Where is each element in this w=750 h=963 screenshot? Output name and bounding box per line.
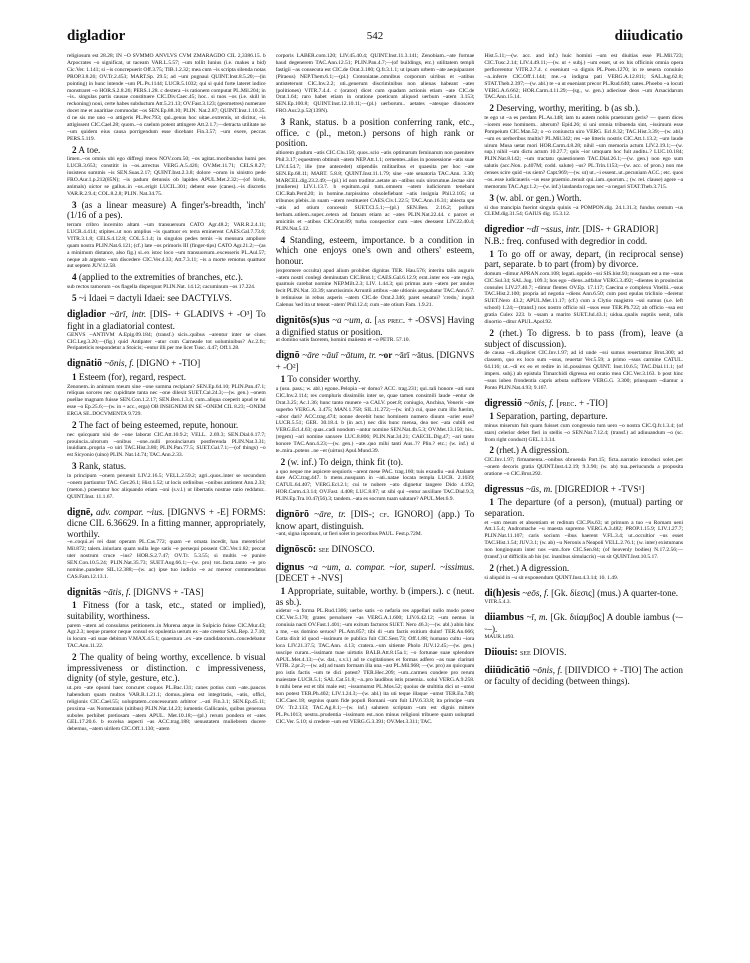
citations: (expromere occulta) apud alium prohibet dignitas TER. Hau.576; interitu talis auguris ~atem nostri conlegi deminutam CIC.Brut.1; CAES.Gal.6.12.9; erat..inter eos ~ate regia, quamuis carebat nomine NEP.Milt.2.3; LIV. 1.44.3; qui primus auro ~atem per anulos fecit PLIN.Nat. 33.39; sanctissimis Arruntii artibus ~ate ultionis aequabatur TAC.Ann.6.7. b retinuisse in rebus asperis ~atem CIC.de Orat.2.346; paret senatui? 'credo,' inquit Calenus 'sed ita ut teneat ~atem' Phil.12.4; cum ~ate otium Fam. 1.9.21. <box>275 267 475 309</box>
sense: 4 (applied to the extremities of branches, etc.). <box>72 272 243 283</box>
sense: 1 Appropriate, suitable, worthy. b (impers.). c (neut. as sb.). <box>275 585 475 607</box>
running-head-last-word: diiudicatio <box>614 28 683 44</box>
headword: dignē, <box>67 506 93 518</box>
forms: FORMS: dicne CIL 6.36629. <box>67 506 266 529</box>
entry-dignatio: dignātiō ~ōnis, f. [DIGNO + -TIO] 1 Esteem (for), regard, respect. Zenonem..in animum meum sine ~one summa recipiam? SEN.Ep.64.10; PLIN.Pan.47.1; reliquas sorores nec cupiditate tanta nec ~one dilexit SUET.Cal.24.3;—(w. gen.) ~onem puellae magnam fuisse SEN.Con.1.2.17; SEN.Ben.1.3.4; cum..aliqua coeperit apud te tui esse ~o Ep.25.6;—(w. in + acc., erga) OB INSIGNEM IN SE ~ONEM CIL 8.23; ~ONEM ERGA SE..DOCVMENTA 9.729. 2 The fact of being esteemed, repute, honour. nec quicquam nisi de ~one laborat CIC.Att.10.9.2; VELL. 2.69.3; SEN.Dial.6.17.7; prouincia..ulrorum ~onibus ~one..nulli prouinciarum postferenda PLIN.Nat.3.31; inuidiam..propria ~o uiri TAC.Hist.3.80; PLIN.Pan.77.5; SUET.Gal.7.1;—(of things) ~o est Sicyonio (uino) PLIN. Nat.14.74; TAC.Ann.2.33. 3 Rank, status. in principum ~onem peruenit LIV.2.16.5; VELL.2.59.2; agri..quos..inter se secundum ~onem partiuntur TAC. Ger.26.1; Hist.1.52; ut locis ordinibus ~onibus antistent Ann.2.33; (meton.) praestatur hoc aliquando etiam ~oni (s.v.l.) ut libertatis nostrae ratio reddatur.. QUINT.Inst. 11.1.67. <box>67 358 266 500</box>
sense: 2 The quality of being worthy, excellence. b visual impressiveness or distinction. c impressiveness, dignity (of style, gesture, etc.). <box>67 652 266 684</box>
citations: ~e..coqui..ei rei dant operam PL.Cas.772; quam ~e ornata incedit, hau meretricie! Mil.872; talem..iniuriam quam nulla lege satis ~e persequi possent CIC.Ver.1.82; peccat uter nostrum cruce ~ius? HOR.S.2.7.47; OV.Tr. 5.3.55; si multis ~e punire SEN.Con.10.5.24; PLIN.Nat.35.73; SUET.Aug.66.1;—(w. pro) tot..facta..tanto ~e pro nomine..pandere SIL.12.388;—(w. ac) ipse tuo iudicio ~e ac mereor commendatus CAS.Fam.12.13.1. <box>67 539 266 580</box>
sense: 2 (rhet.) A digression. <box>489 445 570 456</box>
dictionary-columns <box>67 53 683 953</box>
etymology: [DIGNVS + -E] <box>167 506 229 517</box>
citations: a quo neque me aspicere sequioris ~arent mese PAC. trag.160; tuis exaudiu ~aui Atalante dare ACC.trag.447. b mens..nusquam in ~ati..natae locata templa LUCR. 2.1039; CATUL.64.407; VERG.Ecl.2.1; cui te nubere ~ato dignetur tangere Dido 4.192; HOR.Carm.4.3.14; OV.Fast. 4.408; LUC.8.87; ut sibi qui ~entur auxiliare TAC.Dial.9.3; PLIN.Ep.Tra.10.47(56).3; tandem..~ata es socrum tuam salutare? APUL.Met.6.9. <box>275 468 475 503</box>
headword: dignus <box>275 561 305 573</box>
citations: si duo mancipia fuerint singula quinis ~a POMPON.dig. 24.1.31.3; fundus centum ~us CLEM.dig.31.54; GAIUS dig. 15.3.12. <box>484 204 684 218</box>
citations: uidetur ~a forma PL.Rud.1306; uerbo satis ~o nefaria res appellari nullo modo potest CIC.Ver.5.170; grates persoluere ~as VERG.A.1.600; LIV.6.42.12; ~um nemus in conuiuia nacti OV.Fast.1.401; ~um exitum facturos SUET. Nero 46.3;—(w. abl.) abin hinc a me, ~us domino seruos? PL.Am.857; tibi di ~um factis exitium duint! TER.An.666; Cotta dixit id quod ~issimum re publica fuit CIC.Sest.73; Off.1.88; humano cultu ~iora loca LIV.21.37.5; TAC.Ann. 4.13; cratera..~um sitiente Pholo JUV.12.45;—(w. gen.) suscipe curam..~issimam tuae uirtutis BALB.Att.8.15a.1; ~o fortunae suae splendore APUL.Met.4.13;—(w. dat., s.v.l.) ad te cogitationes et formas adfero ~as tuae claritati VITR. 2.pr.2;—(w. ad) ad tuam formam illa una ~ast PL.Mil.968; —(w. pro) an quicquam pro istis factis ~um te dici potest? TER.Hec.209; ~um..carmen condere pro rerum maiestate LUCR.5.1; SAL.Cat.51.8; ~a..pro laudibus istis praemia.. solui VERG.A.9.258. b mihi bene est et tibi male est; ~issumumst PL.Mos.52; quoius de stultitia dici ut ~umst non potest TER.Ph.402; LIV.1.24.3;—(w. abl.) ita uti teque illaque ~umst TER.Eu.748; CIC.Caec.18; segnius quam fide populi Romani ~um fuit LIV.6.33.8; ita principe ~um OV. Tr.2.133; TAC.Ag.8.1;—(w. inf.) salutem scriptam ~um est dignis mittere PL.Ps.1013; uestra..prudentia ~issimum est..non minus religioni tribuere quam uoluptati CIC.Ver. 5.10; si credere ~um est VERG.G.3.391; OV.Met.3.311; TAC. <box>275 608 475 725</box>
citations: ~ant, signa inponunt, ut fieri solet in pecoribus PAUL. Fest.p.72M. <box>275 531 422 538</box>
entry-dignitas: dignitās ~ātis, f. [DIGNVS + -TAS] 1 Fitness (for a task, etc., stated or implied), suitability, worthiness. parem ~atem ad consulatus petitionem..in Murena atque in Sulpicio fuisse CIC.Mur.43; Agr.2.3; neque praetor neque consul ex opulentia uerum ex ~ate creetur SAL.Rep. 2.7.10; in locum ~ati suae debitum V.MAX.4.5.1; quaestura ..ex ~ate candidatorum..concedebatur TAC.Ann.11.22. 2 The quality of being worthy, excellence. b visual impressiveness or distinction. c impressiveness, dignity (of style, gesture, etc.). ut..pro ~ate opsoni haec concuret coquos PL.Bac.131; canes potius cum ~ate..paucos habendum quam multos VAR.R.1.21.1; domus..plena est integritatis, ~atis, offici, religionis CIC.Cael.55; uoluptatem..concessuram arbitror ..~ati Fin.3.1; SEN.Ep.45.11; proxima ~as Nomentanis (uitibus) PLIN.Nat.14.23; iumentis Gallicanis, quibus generosa suboles perhibet pretiosam ~atem APUL. Met.10.18;—(pl.) rerum pondera et ~ates GEL.17.20.6. b excelsa aspecti ~as ACC.trag.188; uenustatem muliebrem ducere debemus, ~atem uirilem CIC.Off.1.130; ~atem <box>67 586 266 733</box>
definition: To know apart, distinguish. <box>275 509 475 531</box>
headword: diiūdicātiō <box>484 664 530 676</box>
citations: sub rectos ramorum ~os flagella dispergunt PLIN.Nat. 14.12; cacuminum ~os 17.224. <box>67 283 256 290</box>
cross-reference: see DINOSCO. <box>318 544 375 555</box>
etymology: [DIGNVS + -O²] <box>275 350 475 372</box>
sense: 2 The fact of being esteemed, repute, honour. <box>72 420 239 431</box>
running-head-first-word: digladior <box>67 28 126 44</box>
headword: dignātiō <box>67 358 103 370</box>
sense: 3 Rank, status. b a position conferring rank, etc., office. c (pl., meton.) persons of high rank or position. <box>275 117 475 149</box>
sense: 2 (w. inf.) To deign, think fit (to). <box>280 456 404 467</box>
citations: minus miserum fuit quam fuisset cum congressio tum uero ~o nostra CIC.Q.fr.1.3.4; (of stars) celerior debet fieri in stellis ~o SEN.Nat.7.12.4; (transf.) ad adiuuandum ~o (sc. from right conduct) GEL.1.3.14. <box>484 422 684 443</box>
entry-digredior: digredior ~dī ~ssus, intr. [DIS- + GRADIOR] N.B.: freq. confused with degredior in codd. 1 To go off or away, depart, (in reciprocal sense) part, separate. b to part (from) by divorce. domum ~dimur APRAN.com.108; legati..oppido ~ssi SIS.hist.93; nusquam est a me ~ssus CIC.Sul.34; SAL.Jug. 109.3; hos ego ~diens..adfabar VERG.3.492; ~dientes in prouincias consules LIV.27.40.7; ~dimur flentes OV.Ep. 17.117; Caecina e complexu Vitellii..~ssus TAC.Hist.2.100; propria ad negotia ~diens Ann.6.50; cum post epulas triclinio ~deretur SUET.Nero 43.2; APUL.Met.11.17; (cf.) cum a Clytio magistro ~ssi sumus (s.e. left school) 1.24;—(transf.) nos nostro officio nil ~ssos esse TER.Ph.722; ab officio ~ssa est gratia Culex 223. b ~ssam a marito SUET.Jul.43.1; uidua..qualis nuptiis uenit, talis diuortio ~ditur APUL.Apol.92. 2 (rhet.) To digress. b to pass (from), leave (a subject of discussion). de causa ~di..displicet CIC.Inv.1.97; ad id unde ~ssi sumus reuertamur Brut.300; ad classem, quo ex loco sum ~ssus, reuertar Ver.5.59; a primo ~ssus carmine CATUL. 64.116; ut..~di ex eo et redire in id..possimus QUINT. Inst.10.6.5; TAC.Dial.11.1; (of impers. subj.) ab epistula Timarchidi digressa est oratio mea CIC.Ver.3.163. b post hinc ~ssus iubeo frondentia capris arbuta sufficere VERG.G. 3.300; priusquam ~diamur a Ponto PLIN.Nat.4.93; 9.167. <box>484 224 684 391</box>
definition: In a fitting manner, appropriately, worthily. <box>67 518 266 539</box>
headword: di(h)esis <box>484 587 520 599</box>
usage-note: N.B.: freq. confused with degredior in codd. <box>484 235 648 246</box>
headword: diiambus <box>484 612 524 623</box>
entry-dignosco <box>276 544 475 556</box>
entry-diiudicatio: diiūdicātiō ~ōnis, f. [DIIVDICO + -TIO] The action or faculty of deciding (between things). <box>484 664 684 687</box>
headword: dignitōs(s)us <box>275 315 330 327</box>
sense: 5 ~i Idaei = dactyli Idaei: see DACTYLVS. <box>72 292 232 303</box>
etymology: [DIGNO + -TIO] <box>136 358 201 369</box>
citations: Zenonem..in animum meum sine ~one summa recipiam? SEN.Ep.64.10; PLIN.Pan.47.1; reliquas sorores nec cupiditate tanta nec ~one dilexit SUET.Cal.24.3;—(w. gen.) ~onem puellae magnam fuisse SEN.Con.1.2.17; SEN.Ben.1.3.4; cum..aliqua coeperit apud te tui esse ~o Ep.25.6;—(w. in + acc., erga) OB INSIGNEM IN SE ~ONEM CIL 8.23; ~ONEM ERGA SE..DOCVMENTA 9.729. <box>67 383 266 418</box>
citations: CIC.Inv.1.97; firmamenta..~onibus obruenda Part.15; ficta..narratio introduci solet..per ~onem decoris gratia QUINT.Inst.4.2.19; 9.3.90; (w. ab) tua..periucunda a proposita oratione ~o CIC.Brut.292. <box>484 457 684 477</box>
entry-digressus: digressus ~ūs, m. [DIGREDIOR + -TVS¹] 1 The departure (of a person), (mutual) parting or separation. et ~um meum et absentiam et reditum CIC.Pis.63; ut primum a tuo ~u Romam ueni Att.1.5.4; Andromache ~u maesta supremo VERG.A.3.482; PROP.1.15.9; LIV.1.27.7; PLIN.Nat.11.107; caris socium ~ibus haerent V.FL.3.4; ut..occultior ~us esset TAC.Hist.1.54; JUV.3.1; (w. ab) ~u Neronis a Neapoli VELL.2.76.1; (w. inter) existumans non longinquum inter nos ~um..fore CIC.Sen.84; (of heavenly bodies) N.17.2.56;—(transf.) ut difficilis ab his (sc. inanibus simulacris) ~us sit QUINT.Inst.10.5.17. 2 (rhet.) A digression. si aliquid in ~u sit exponendum QUINT.Inst.4.3.14; 10. 1.49. <box>484 483 684 581</box>
definition: (mus.) A quarter-tone. <box>597 587 679 598</box>
headword: dignōrō <box>275 509 310 521</box>
citations: altiorem gradum ~atis CIC.Clu.150; quos..scio ~atis optimarum feminarum non paenitere Phil.3.17; equestrem obtinuit ~atem NEP.Att.1.1; cernentes..alios in possessione ~atis suae LIV.4.54.7; ille (me antecedet) stipendiis militaribus et quaesita per hoc ~ate SEN.Ep.68.11; MART. 5.8.8; QUINT.Inst.11.1.79; sine ~ate senatoria TAC.Ann. 3.30; MARCEL.dig.23.2.49;—(pl.) id non traditur..aetate an ~atibus suis uirorumue..lectae sint (mulieres) LIV.1.13.7. b equitum..qui tum..omnem ~atem iudiciorum tenebant CIC.Rab.Perd.20; in homine..turpissimo obsolefiebant ~atis insignia Phil.2.105; ut tribunos plebis..in suam ~atem restitueret CAES.Civ.1.22.5; TAC.Ann.16.31; abiecta spe ~atis ad otium concessit SUET.Cl.5.1;—(pl.) SEN.Ben. 2.16.2; pollum herbam..utilem..super..cetera ad famam etiam ac ~ates PLIN.Nat.22.44. c parcet et amicitiis et ~atibus CIC.Orat.89; turba conspectior cum ~ates deessent LIV.22.40.4; PLIN.Nat.5.12. <box>275 149 475 232</box>
citations: in principum ~onem peruenit LIV.2.16.5; VELL.2.59.2; agri..quos..inter se secundum ~onem partiuntur TAC. Ger.26.1; Hist.1.52; ut locis ordinibus ~onibus antistent Ann.2.33; (meton.) praestatur hoc aliquando etiam ~oni (s.v.l.) ut libertatis nostrae ratio reddatur.. QUINT.Inst. 11.1.67. <box>67 472 266 500</box>
etymology: [Gk. διίαμβος] <box>550 612 605 622</box>
citations: VITR.5.4.3. <box>484 599 511 606</box>
etymology: [DIS- + GLADIVS + -O³] <box>149 309 253 320</box>
sense: 1 Esteem (for), regard, respect. <box>72 371 187 382</box>
sense: 1 To go off or away, depart, (in reciprocal sense) part, separate. b to part (from) by divorce. <box>484 248 683 270</box>
citations: de causa ~di..displicet CIC.Inv.1.97; ad id unde ~ssi sumus reuertamur Brut.300; ad classem, quo ex loco sum ~ssus, reuertar Ver.5.59; a primo ~ssus carmine CATUL. 64.116; ut..~di ex eo et redire in id..possimus QUINT. Inst.10.6.5; TAC.Dial.11.1; (of impers. subj.) ab epistula Timarchidi digressa est oratio mea CIC.Ver.3.163. b post hinc ~ssus iubeo frondentia capris arbuta sufficere VERG.G. 3.300; priusquam ~diamur a Ponto PLIN.Nat.4.93; 9.167. <box>484 350 684 391</box>
sense: 3 (as a linear measure) A finger's-breadth, 'inch' (1/16 of a pes). <box>67 199 266 221</box>
etymology: [DIS-; cf. IGNORO] <box>350 509 434 520</box>
citations: religiosum est 28.28; IN ~O SVMMO ANVLVS CVM ZMARAGDO CIL 2,3386.15. b Arpocrates ~o significat, ut taceam VAR.L.5.57; ~um tollit Iunius (i.e. makes a bid) Cic.Ver. 1.141; si ~is concrepuerit Off.3.75; TIB.1.2.32; mea cum ~is scripta silenda notas PROP.3.8.26; OV.Tr.2.453; MART.Sp. 29.5; ad ~um pugnaui QUINT.Inst.8.5.20;—(in pointing) in hunc intende ~um PL.Ps.1144; LUCR.5.1032; qui si quid forte lateret indice monstraret ~o HOR.S.2.8.26; PERS.1.28. c dextera ~is rationem computat PL.Mil.204; in ~is.. singulas partis causae constituere CIC.Div.Caec.45; hoc.. si tuos ~os (i.e. skill in reckoning) noui, certe habes subductum Att.5.21.13; OV.Fast.3.123; (geometres) numerare docet me et auaritiae commodat ~os SEN.Ep.88.10; PLIN. Nat.2.87; QUINT.Inst.1.10.35. d ne sis me uno ~o attigeris PL.Per.793; qui..genus hoc uitae..extremis, ut dicitur, ~is attigissent CIC.Cael.28; quom..~o caelum potent attingere Att.2.1.7;—detracta utilitate ne ~um quidem eius causa porrigendum esse dicebant Fin.3.57; ~um exere, peccas PERS.5.119. <box>67 53 266 142</box>
etymology: [DIIVDICO + -TIO] <box>564 664 642 675</box>
sense: 4 Standing, esteem, importance. b a condition in which one enjoys one's own and others' esteem, honour. <box>275 234 475 266</box>
headword: digladior <box>67 309 106 321</box>
citations: a (usu. pass.; w. abl.) egone..Pelopia ~er domo? ACC. trag.231; qui..tali honore ~ati sunt CIC.Inv.2.114; res compluris dissimilis inter se, quae tamen consimili laude ~entur de Orat.3.25; Ac.1.36; hunc tanto munere ~a CALV. poet.8; coniugio, Anchisa, Veneris ~ate superbo VERG.A. 3.475; MAN.1.758; SIL.11.272;—(w. inf.) cui, quae cum illo fuerim, ~abor dari? ACC.trag.474; nonne decebit hunc hominem numero diuum ~arier esse? LUCR.5.51; GER. 30.18.4. b (in act.) nec diis hunc mensa, dea nec ~ata cubili est VERG.Ecl.4.63; quas..cadi nondum ~antur nomine SEN.Nat.4b.5.3; OV.Met.13.150; bis..(regem) ~ari nomine sanxere LUC.8.806; PLIN.Nat.34.21; CAECIL.Dig.47; ~ari tanto honore TAC.Ann.4.23;—(w. gen.) ~ate..quo mihi tanti Aus..?? Plin.? etc.; (w. inf.) si te..mira..potens ..ne ~et (uirtus) Apul.Mund.39. <box>275 385 475 455</box>
sense: 3 Rank, status. <box>72 461 127 472</box>
sense: 1 To consider worthy. <box>280 374 361 385</box>
etymology: [DIGREDIOR + -TVS¹] <box>554 483 645 494</box>
citations: limen..~os omnis ubi ego diffregi meos NOV.com.50; ~os agitat..moribundus humi pes LUCR.3.653; constitit in ~os..arrectus VERG.A.5.426; OV.Met.11.71; CELS.8.27; insistens summis ~is SEN.Suas.2.17; QUINT.Inst.2.3.8; dolore ~orum in sinistro pede FRO.Aur.1.p.212(85N); ~is padum detunsis ob lapides APUL.Met.2.32;—(of birds, animals) uictor se gallus..in ~os..erigit LUCIL.301; debent esse (canes)..~is discretis VAR.R.2.9.4; COL.8.2.8; PLIN. Nat.34.75. <box>67 156 266 197</box>
headword: digressiō <box>484 397 522 409</box>
headword: dignō <box>275 350 300 362</box>
citations: ut..pro ~ate opsoni haec concuret coquos PL.Bac.131; canes potius cum ~ate..paucos habendum quam multos VAR.R.1.21.1; domus..plena est integritatis, ~atis, offici, religionis CIC.Cael.55; uoluptatem..concessuram arbitror ..~ati Fin.3.1; SEN.Ep.45.11; proxima ~as Nomentanis (uitibus) PLIN.Nat.14.23; iumentis Gallicanis, quibus generosa suboles perhibet pretiosam ~atem APUL. Met.10.18;—(pl.) rerum pondera et ~ates GEL.17.20.6. b excelsa aspecti ~as ACC.trag.188; uenustatem muliebrem ducere debemus, ~atem uirilem CIC.Off.1.130; ~atem <box>67 684 266 733</box>
citations: si aliquid in ~u sit exponendum QUINT.Inst.4.3.14; 10. 1.49. <box>484 574 619 581</box>
entry-dignus: dignus ~a ~um, a. compar. ~ior, superl. ~issimus. [DECET + -NVS] 1 Appropriate, suitable, worthy. b (impers.). c (neut. as sb.). uidetur ~a forma PL.Rud.1306; uerbo satis ~o nefaria res appellari nullo modo potest CIC.Ver.5.170; grates persoluere ~as VERG.A.1.600; LIV.6.42.12; ~um nemus in conuiuia nacti OV.Fast.1.401; ~um exitum facturos SUET. Nero 46.3;—(w. abl.) abin hinc a me, ~us domino seruos? PL.Am.857; tibi di ~um factis exitium duint! TER.An.666; Cotta dixit id quod ~issimum re publica fuit CIC.Sest.73; Off.1.88; humano cultu ~iora loca LIV.21.37.5; TAC.Ann. 4.13; cratera..~um sitiente Pholo JUV.12.45;—(w. gen.) suscipe curam..~issimam tuae uirtutis BALB.Att.8.15a.1; ~o fortunae suae splendore APUL.Met.4.13;—(w. dat., s.v.l.) ad te cogitationes et formas adfero ~as tuae claritati VITR. 2.pr.2;—(w. ad) ad tuam formam illa una ~ast PL.Mil.968; —(w. pro) an quicquam pro istis factis ~um te dici potest? TER.Hec.209; ~um..carmen condere pro rerum maiestate LUCR.5.1; SAL.Cat.51.8; ~a..pro laudibus istis praemia.. solui VERG.A.9.258. b mihi bene est et tibi male est; ~issumumst PL.Mos.52; quoius de stultitia dici ut ~umst non potest TER.Ph.402; LIV.1.24.3;—(w. abl.) ita uti teque illaque ~umst TER.Eu.748; CIC.Caec.18; segnius quam fide populi Romani ~um fuit LIV.6.33.8; ita principe ~um OV. Tr.2.133; TAC.Ag.8.1;—(w. inf.) salutem scriptam ~um est dignis mittere PL.Ps.1013; uestra..prudentia ~issimum est..non minus religioni tribuere quam uoluptati CIC.Ver. 5.10; si credere ~um est VERG.G.3.391; OV.Met.3.311; TAC. <box>275 561 475 725</box>
sense: 3 (w. abl. or gen.) Worth. <box>489 192 582 203</box>
cross-reference: see DIOVIS. <box>519 647 567 658</box>
citations: te ego ut ~a es perdam PL.As.148; iam tu autem nobis praeturam geris? — quem dices ~iorem esse hominem.. alterum? Epid.26; si uni omnia tribuenda sint, ~issimum esse Pompeium CIC.Man.52; o ~o coniuncta uiro VERG. Ecl.8.32; TAC.Hist.3.39;—(w. abl.) ~um es uerberibus multis? PL.Mil.342; res ~ae litteris nostris CIC.Att.1.13.2; ~um laude uirum Musa uetat mori HOR.Carm.4.8.28; nihil ~um memoria actum LIV.2.19.1;—(w. sup.) nihil ~um dictu actum 10.27.7; quis ~ior umquam hoc fuit auditu..? LUC.10.184; PLIN.Nat.8.142; ~um tractatu quaestionem TAC.Dial.26.1;—(w. gen.) non ego sum salutis (acc.Non. p.407M; codd. salute) ~us? PL.Trin.1153;—(w. acc. of pron.) non me censes scire quid ~us siem? Capt.969;—(w. ut) ut..~i essent..ut..pecuniam ACC.; etc. quos ~os..esse iudicaueris ~us esse praemio..tenuit qui..iam..quorum..; (w. rel. clause) agere ~a memoratu TAC.Agr.1.2;—(w. inf.) laudanda rogas nec ~a negari STAT.Theb.3.715. <box>484 114 684 190</box>
page-number: 542 <box>366 30 384 42</box>
definition: A double iambus (⏑–⏑–). <box>484 612 683 634</box>
column-1 <box>67 53 266 953</box>
definition: The action or faculty of deciding (between things). <box>484 664 684 687</box>
entry-dignoro: dignōrō ~āre, tr. [DIS-; cf. IGNORO] (app.) To know apart, distinguish. ~ant, signa inponunt, ut fieri solet in pecoribus PAUL. Fest.p.72M. <box>275 509 475 538</box>
etymology: [as prec. + -OSVS] <box>374 315 445 326</box>
headword: dignitās <box>67 586 101 598</box>
sense: 2 (rhet.) To digress. b to pass (from), leave (a subject of discussion). <box>484 327 684 349</box>
sense: 2 Deserving, worthy, meriting. b (as sb.). <box>489 103 641 114</box>
citations: et ~um meum et absentiam et reditum CIC.Pis.63; ut primum a tuo ~u Romam ueni Att.1.5.4; Andromache ~u maesta supremo VERG.A.3.482; PROP.1.15.9; LIV.1.27.7; PLIN.Nat.11.107; caris socium ~ibus haerent V.FL.3.4; ut..occultior ~us esset TAC.Hist.1.54; JUV.3.1; (w. ab) ~u Neronis a Neapoli VELL.2.76.1; (w. inter) existumans non longinquum inter nos ~um..fore CIC.Sen.84; (of heavenly bodies) N.17.2.56;—(transf.) ut difficilis ab his (sc. inanibus simulacris) ~us sit QUINT.Inst.10.5.17. <box>484 519 684 561</box>
etymology: [Gk. δίεσις] <box>551 587 595 598</box>
etymology: [prec. + -TIO] <box>556 397 608 408</box>
definition: Having a dignified status or position. <box>275 315 475 337</box>
citations: parem ~atem ad consulatus petitionem..in Murena atque in Sulpicio fuisse CIC.Mur.43; Agr.2.3; neque praetor neque consul ex opulentia uerum ex ~ate creetur SAL.Rep. 2.7.10; in locum ~ati suae debitum V.MAX.4.5.1; quaestura ..ex ~ate candidatorum..concedebatur TAC.Ann.11.22. <box>67 622 266 650</box>
etymology: [DECET + -NVS] <box>275 573 343 584</box>
definition: To fight in a gladiatorial contest. <box>67 309 266 332</box>
entry-digladior: digladior ~ārī, intr. [DIS- + GLADIVS + -O³] To fight in a gladiatorial contest. GENVS ~ANTIVM A.Epig.09.184; (transf.) sicis..quibus ~arentur inter se ciues CIC.Leg.3.20;—(fig.) quid Antipater ~atur cum Carneade tot uoluminibus? Ac.2.fr.; Peripateticis respondetur a Stoicis; ~entur illi per me licet Tusc. 4.47; Off.1.28. <box>67 309 266 352</box>
sense: 1 Fitness (for a task, etc., stated or implied), suitability, worthiness. <box>67 600 266 621</box>
entry-dignitosus: dignitōs(s)us ~a ~um, a. [as prec. + -OSVS] Having a dignified status or position. ut domino satis facerem, homini maiiesto et ~o PETR. 57.10. <box>275 315 475 344</box>
etymology: [DIS- + GRADIOR] <box>582 224 659 235</box>
sense: 1 Separation, parting, departure. <box>489 411 608 422</box>
entry-diiambus: diiambus ~ī, m. [Gk. διίαμβος] A double iambus (⏑–⏑–). MAUR.1493. <box>484 612 683 641</box>
column-2 <box>276 53 475 953</box>
entry-digne: dignē, adv. compar. ~ius. [DIGNVS + -E] FORMS: dicne CIL 6.36629. In a fitting manner, appropriately, worthily. ~e..coqui..ei rei dant operam PL.Cas.772; quam ~e ornata incedit, hau meretricie! Mil.872; talem..iniuriam quam nulla lege satis ~e persequi possent CIC.Ver.1.82; peccat uter nostrum cruce ~ius? HOR.S.2.7.47; OV.Tr. 5.3.55; si multis ~e punire SEN.Con.10.5.24; PLIN.Nat.35.73; SUET.Aug.66.1;—(w. pro) tot..facta..tanto ~e pro nomine..pandere SIL.12.388;—(w. ac) ipse tuo iudicio ~e ac mereor commendatus CAS.Fam.12.13.1. <box>67 506 266 580</box>
entry-dihesis: di(h)esis ~eōs, f. [Gk. δίεσις] (mus.) A quarter-tone. VITR.5.4.3. <box>484 588 683 607</box>
headword: digredior <box>484 224 525 236</box>
etymology: [DIGNVS + -TAS] <box>133 586 204 597</box>
headword: dignōscō: <box>275 544 317 556</box>
headword: Diiouis: <box>484 647 518 659</box>
citations: domum ~dimur APRAN.com.108; legati..oppido ~ssi SIS.hist.93; nusquam est a me ~ssus CIC.Sul.34; SAL.Jug. 109.3; hos ego ~diens..adfabar VERG.3.492; ~dientes in prouincias consules LIV.27.40.7; ~dimur flentes OV.Ep. 17.117; Caecina e complexu Vitellii..~ssus TAC.Hist.2.100; propria ad negotia ~diens Ann.6.50; cum post epulas triclinio ~deretur SUET.Nero 43.2; APUL.Met.11.17; (cf.) cum a Clytio magistro ~ssi sumus (s.e. left school) 1.24;—(transf.) nos nostro officio nil ~ssos esse TER.Ph.722; ab officio ~ssa est gratia Culex 223. b ~ssam a marito SUET.Jul.43.1; uidua..qualis nuptiis uenit, talis diuortio ~ditur APUL.Apol.92. <box>484 270 684 326</box>
headword: digressus <box>484 483 524 495</box>
citations: Hist.5.11;—(w. acc. and inf.) huic homini ~um est diuitias esse PL.Mil.723; CIC.Tusc.2.14; LIV.4.49.11;—(w. ut + subj.) ~um esset, ut ex his officinis omnia opera perficerentur VITR.2.7.4. c eueniunt ~a dignis PL.Poen.1270; in re seuera conuiuio ~a..inferre CIC.Off.1.144; me..~a indigna pati VERG.A.12.811; SAL.Jug.62.8; STAT.Theb.2.397;—(w. abl.) te ~a ut eueniant precor PL.Rud.640; uates..Phoebo ~a locuti VERG.A.6.662; HOR.Carm.4.11.29;—(sg., w. gen.) adiecisse deos ~um Arsacidarum TAC.Ann.15.14. <box>484 53 684 101</box>
sense: 2 A toe. <box>72 144 101 155</box>
running-head <box>67 28 683 50</box>
entry-digno: dignō ~āre ~āuī ~ātum, tr. ~or ~ārī ~ātus. [DIGNVS + -O²] 1 To consider worthy. a (usu. pass.; w. abl.) egone..Pelopia ~er domo? ACC. trag.231; qui..tali honore ~ati sunt CIC.Inv.2.114; res compluris dissimilis inter se, quae tamen consimili laude ~entur de Orat.3.25; Ac.1.36; hunc tanto munere ~a CALV. poet.8; coniugio, Anchisa, Veneris ~ate superbo VERG.A. 3.475; MAN.1.758; SIL.11.272;—(w. inf.) cui, quae cum illo fuerim, ~abor dari? ACC.trag.474; nonne decebit hunc hominem numero diuum ~arier esse? LUCR.5.51; GER. 30.18.4. b (in act.) nec diis hunc mensa, dea nec ~ata cubili est VERG.Ecl.4.63; quas..cadi nondum ~antur nomine SEN.Nat.4b.5.3; OV.Met.13.150; bis..(regem) ~ari nomine sanxere LUC.8.806; PLIN.Nat.34.21; CAECIL.Dig.47; ~ari tanto honore TAC.Ann.4.23;—(w. gen.) ~ate..quo mihi tanti Aus..?? Plin.? etc.; (w. inf.) si te..mira..potens ..ne ~et (uirtus) Apul.Mund.39. 2 (w. inf.) To deign, think fit (to). a quo neque me aspicere sequioris ~arent mese PAC. trag.160; tuis exaudiu ~aui Atalante dare ACC.trag.447. b mens..nusquam in ~ati..natae locata templa LUCR. 2.1039; CATUL.64.407; VERG.Ecl.2.1; cui te nubere ~ato dignetur tangere Dido 4.192; HOR.Carm.4.3.14; OV.Fast. 4.408; LUC.8.87; ut sibi qui ~entur auxiliare TAC.Dial.9.3; PLIN.Ep.Tra.10.47(56).3; tandem..~ata es socrum tuam salutare? APUL.Met.6.9. <box>275 350 475 503</box>
entry-diiouis <box>484 647 683 659</box>
sense: 2 (rhet.) A digression. <box>489 563 570 573</box>
citations: terram cribro incernito altam ~um transuersum CATO Agr.48.2; VAR.R.2.4.11; LUCR.4.414; stipites..ut non amplius ~is quattuor ex terra eminerent CAES.Gal.7.73.6; VITR.3.1.8; CELS.4.12.8; COL.5.1.4; in singulos pedes ternis ~is mensura ampliore quam nostra PLIN.Nat.6.121; (cf.) late ~os primoris III (finger-tips) CATO Agr.21.2;—(as a minimum distance, also fig.) si..ex istoc loco ~um transuorsum..excesseris PL.Aul.57; neque ab argento ~um discedere CIC.Ver.4.33; Att.7.3.11; ~is a morte remotus quattuor aut septem JUV.12.58. <box>67 222 266 270</box>
citations: MAUR.1493. <box>484 634 515 641</box>
sense: 1 The departure (of a person), (mutual) parting or separation. <box>484 497 683 518</box>
citations: ut domino satis facerem, homini maiiesto et ~o PETR. 57.10. <box>275 337 410 344</box>
entry-digressio: digressiō ~ōnis, f. [prec. + -TIO] 1 Separation, parting, departure. minus miserum fuit quam fuisset cum congressio tum uero ~o nostra CIC.Q.fr.1.3.4; (of stars) celerior debet fieri in stellis ~o SEN.Nat.7.12.4; (transf.) ad adiuuandum ~o (sc. from right conduct) GEL.1.3.14. 2 (rhet.) A digression. CIC.Inv.1.97; firmamenta..~onibus obruenda Part.15; ficta..narratio introduci solet..per ~onem decoris gratia QUINT.Inst.4.2.19; 9.3.90; (w. ab) tua..periucunda a proposita oratione ~o CIC.Brut.292. <box>484 397 684 477</box>
citations: nec quicquam nisi de ~one laborat CIC.Att.10.9.2; VELL. 2.69.3; SEN.Dial.6.17.7; prouincia..ulrorum ~onibus ~one..nulli prouinciarum postferenda PLIN.Nat.3.31; inuidiam..propria ~o uiri TAC.Hist.3.80; PLIN.Pan.77.5; SUET.Gal.7.1;—(of things) ~o est Sicyonio (uino) PLIN. Nat.14.74; TAC.Ann.2.33. <box>67 431 266 459</box>
column-3 <box>484 53 683 953</box>
citations: GENVS ~ANTIVM A.Epig.09.184; (transf.) sicis..quibus ~arentur inter se ciues CIC.Leg.3.20;—(fig.) quid Antipater ~atur cum Carneade tot uoluminibus? Ac.2.fr.; Peripateticis respondetur a Stoicis; ~entur illi per me licet Tusc. 4.47; Off.1.28. <box>67 331 266 352</box>
citations: corporis LABER.com.120; LIV.45.40.4; QUINT.Inst.11.3.141; Zenobiam..~ate formae haud degenerem TAC.Ann.12.51; PLIN.Pan.4.7;—(of buildings, etc.) utilitatem templi fastigii ~as consecuta est CIC.de Orat.3.180; Q.fr.3.1.1; ut ipsam urbem ~ate aequipararet (Piraeus) NEP.Them.6.1;—(pl.) Crotoniatae..omnibus corporum uiribus et ~atibus antisteterunt CIC.Inv.2.2; uti..generum discriminibus non alienas habeant ~ates (politiones) VITR.7.4.4. c (orator) dicet cum quadam actionis etiam ~ate CIC.de Orat.1.64; raro habet etiam in oratione poeticum aliquod uerbum ~atem 3.153; SEN.Ep.100.8; QUINT.Inst.12.10.11;—(pl.) uerborum.. aetates ~atesque dinoscere FRO.Aur.2.p.52(139N). <box>275 53 475 115</box>
